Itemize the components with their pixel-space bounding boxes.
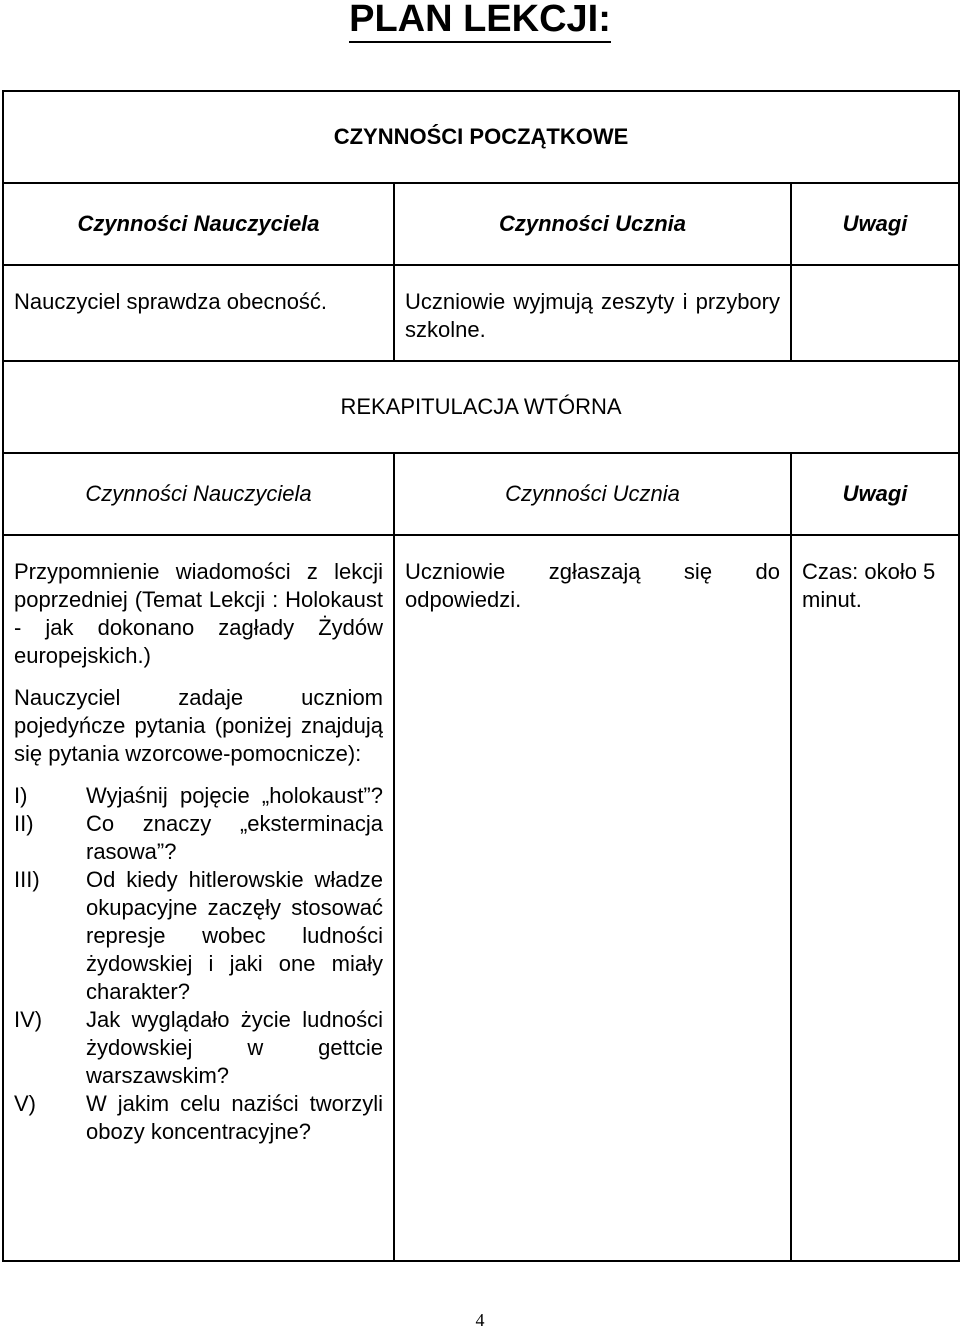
section-title-row xyxy=(3,361,959,453)
question-text: Jak wyglądało życie ludności żydowskiej w gettcie warszawskim? xyxy=(86,1007,383,1088)
teacher-recall-text: Przypomnienie wiadomości z lekcji poprzedniej (Temat Lekcji : Holokaust - jak dokonano zagłady Żydów europejskich.) xyxy=(14,559,383,668)
header-student: Czynności Ucznia xyxy=(394,183,791,265)
section-title-initial: CZYNNOŚCI POCZĄTKOWE xyxy=(3,91,959,183)
teacher-question-intro: Nauczyciel zadaje uczniom pojedyńcze pytania (poniżej znajdują się pytania wzorcowe-pomocnicze): xyxy=(14,685,383,766)
question-number: I) xyxy=(14,783,28,808)
question-item xyxy=(14,782,383,810)
teacher-activity-cell xyxy=(3,535,394,1261)
column-header-row xyxy=(3,183,959,265)
question-item xyxy=(14,866,383,1006)
header-teacher: Czynności Nauczyciela xyxy=(3,453,394,535)
header-notes: Uwagi xyxy=(791,453,959,535)
section-title-row xyxy=(3,91,959,183)
activity-row xyxy=(3,265,959,361)
notes-time: Czas: około 5 minut. xyxy=(802,559,936,612)
question-number: III) xyxy=(14,867,40,892)
student-activity: Uczniowie zgłaszają się do odpowiedzi. xyxy=(405,559,780,612)
page-number: 4 xyxy=(475,1310,485,1330)
teacher-activity: Nauczyciel sprawdza obecność. xyxy=(14,289,328,314)
page-title-text: PLAN LEKCJI: xyxy=(349,0,611,43)
question-list xyxy=(14,782,383,1146)
student-activity-cell xyxy=(394,265,791,361)
student-activity: Uczniowie wyjmują zeszyty i przybory szkolne. xyxy=(405,289,780,342)
header-teacher: Czynności Nauczyciela xyxy=(3,183,394,265)
notes-cell xyxy=(791,535,959,1261)
question-number: II) xyxy=(14,811,34,836)
section-title-recap: REKAPITULACJA WTÓRNA xyxy=(3,361,959,453)
lesson-plan-table xyxy=(2,90,960,1262)
activity-row xyxy=(3,535,959,1261)
question-text: Wyjaśnij pojęcie „holokaust”? xyxy=(86,783,383,808)
question-item xyxy=(14,1006,383,1090)
column-header-row xyxy=(3,453,959,535)
header-student: Czynności Ucznia xyxy=(394,453,791,535)
question-text: W jakim celu naziści tworzyli obozy koncentracyjne? xyxy=(86,1091,383,1144)
question-text: Od kiedy hitlerowskie władze okupacyjne zaczęły stosować represje wobec ludności żydowskiej i jaki one miały charakter? xyxy=(86,867,383,1004)
student-activity-cell xyxy=(394,535,791,1261)
header-notes: Uwagi xyxy=(791,183,959,265)
question-text: Co znaczy „eksterminacja rasowa”? xyxy=(86,811,383,864)
page-title xyxy=(0,0,960,38)
question-number: V) xyxy=(14,1091,36,1116)
teacher-activity-cell xyxy=(3,265,394,361)
question-number: IV) xyxy=(14,1007,43,1032)
notes-cell xyxy=(791,265,959,361)
question-item xyxy=(14,1090,383,1146)
question-item xyxy=(14,810,383,866)
